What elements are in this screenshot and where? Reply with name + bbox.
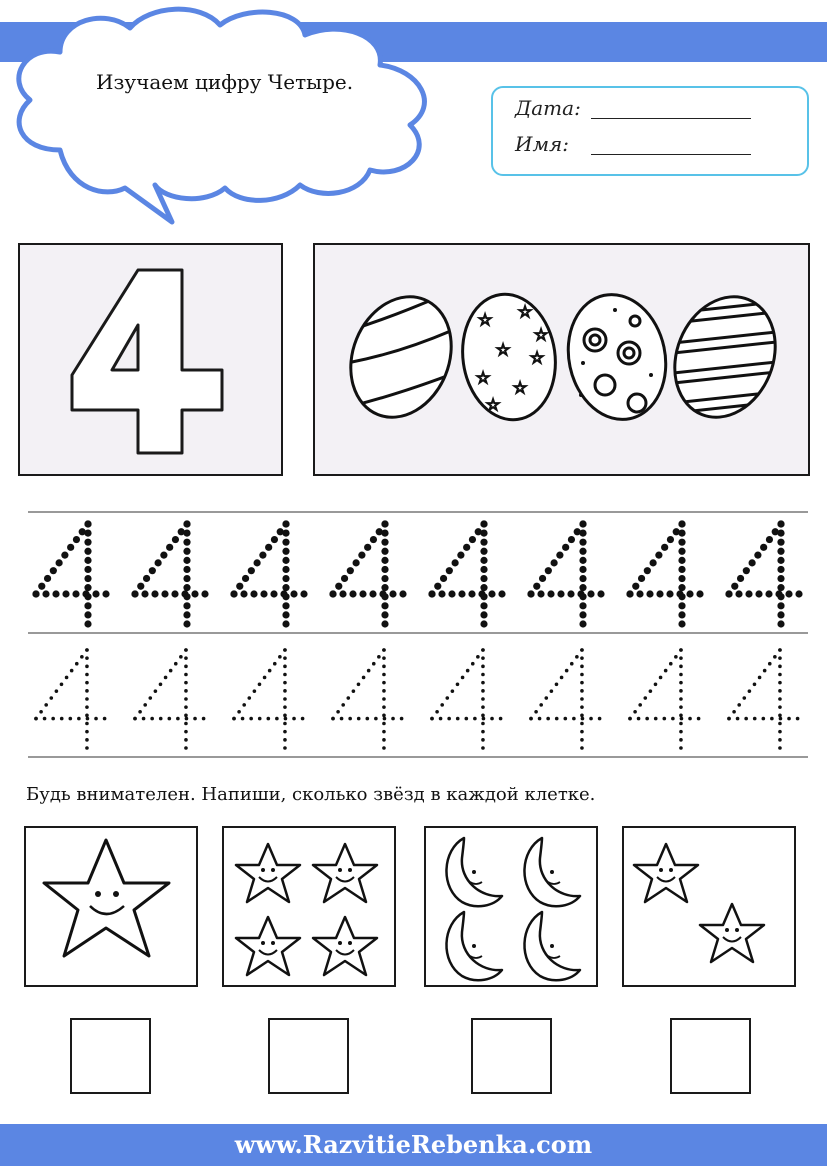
smiling-star-icon [700, 904, 764, 962]
dotted-digit-four [329, 520, 406, 627]
egg-circles-icon [557, 285, 677, 428]
name-label: Имя: [515, 132, 570, 156]
dotted-digit-four-light [430, 648, 502, 750]
picture-cell-3 [424, 826, 598, 987]
dotted-digit-four [626, 520, 703, 627]
date-name-box [491, 86, 809, 176]
svg-text:☆: ☆ [495, 340, 511, 359]
date-field[interactable] [591, 118, 751, 119]
smiling-star-icon [313, 844, 377, 902]
smiling-star-icon [26, 828, 196, 985]
egg-stars-icon [455, 288, 564, 426]
page-title: Изучаем цифру Четыре. [96, 70, 354, 94]
dotted-digit-four-light [529, 648, 601, 750]
svg-text:☆: ☆ [517, 302, 533, 321]
answer-box-3[interactable] [471, 1018, 552, 1094]
smiling-star-icon [313, 917, 377, 975]
answer-box-2[interactable] [268, 1018, 349, 1094]
dotted-digit-four-light [133, 648, 205, 750]
dotted-digit-four [230, 520, 307, 627]
dotted-digit-four [131, 520, 208, 627]
picture-cell-4 [622, 826, 796, 987]
picture-cell-1 [24, 826, 198, 987]
digit-panel [18, 243, 283, 476]
exercise-instruction: Будь внимателен. Напиши, сколько звёзд в каждой клетке. [26, 784, 596, 805]
outlined-digit-four [20, 245, 281, 474]
tracing-row-light [34, 648, 799, 750]
dotted-digit-four [32, 520, 109, 627]
smiling-star-icon [236, 844, 300, 902]
crescent-moon-icon [524, 838, 580, 906]
dotted-digit-four-light [331, 648, 403, 750]
smiling-star-icon [634, 844, 698, 902]
footer-url[interactable]: www.RazvitieRebenka.com [234, 1130, 593, 1159]
dotted-digit-four-light [34, 648, 106, 750]
dotted-digit-four-light [727, 648, 799, 750]
name-field[interactable] [591, 154, 751, 155]
eggs-illustration [315, 245, 808, 474]
dotted-digit-four [527, 520, 604, 627]
svg-text:☆: ☆ [512, 378, 528, 397]
svg-text:☆: ☆ [477, 310, 493, 329]
dotted-digit-four [428, 520, 505, 627]
egg-striped-icon [333, 282, 475, 435]
dotted-digit-four [725, 520, 802, 627]
svg-text:☆: ☆ [533, 325, 549, 344]
speech-cloud [0, 0, 450, 240]
date-label: Дата: [515, 96, 581, 120]
tracing-area[interactable] [0, 505, 827, 765]
dotted-digit-four-light [628, 648, 700, 750]
picture-cell-2 [222, 826, 396, 987]
crescent-moon-icon [446, 838, 502, 906]
smiling-star-icon [236, 917, 300, 975]
svg-text:☆: ☆ [485, 395, 501, 414]
crescent-moon-icon [446, 912, 502, 980]
tracing-row-bold [32, 520, 802, 627]
svg-text:☆: ☆ [475, 368, 491, 387]
dotted-digit-four-light [232, 648, 304, 750]
svg-text:☆: ☆ [529, 348, 545, 367]
eggs-panel [313, 243, 810, 476]
answer-box-1[interactable] [70, 1018, 151, 1094]
crescent-moon-icon [524, 912, 580, 980]
egg-lines-icon [655, 282, 795, 433]
answer-box-4[interactable] [670, 1018, 751, 1094]
